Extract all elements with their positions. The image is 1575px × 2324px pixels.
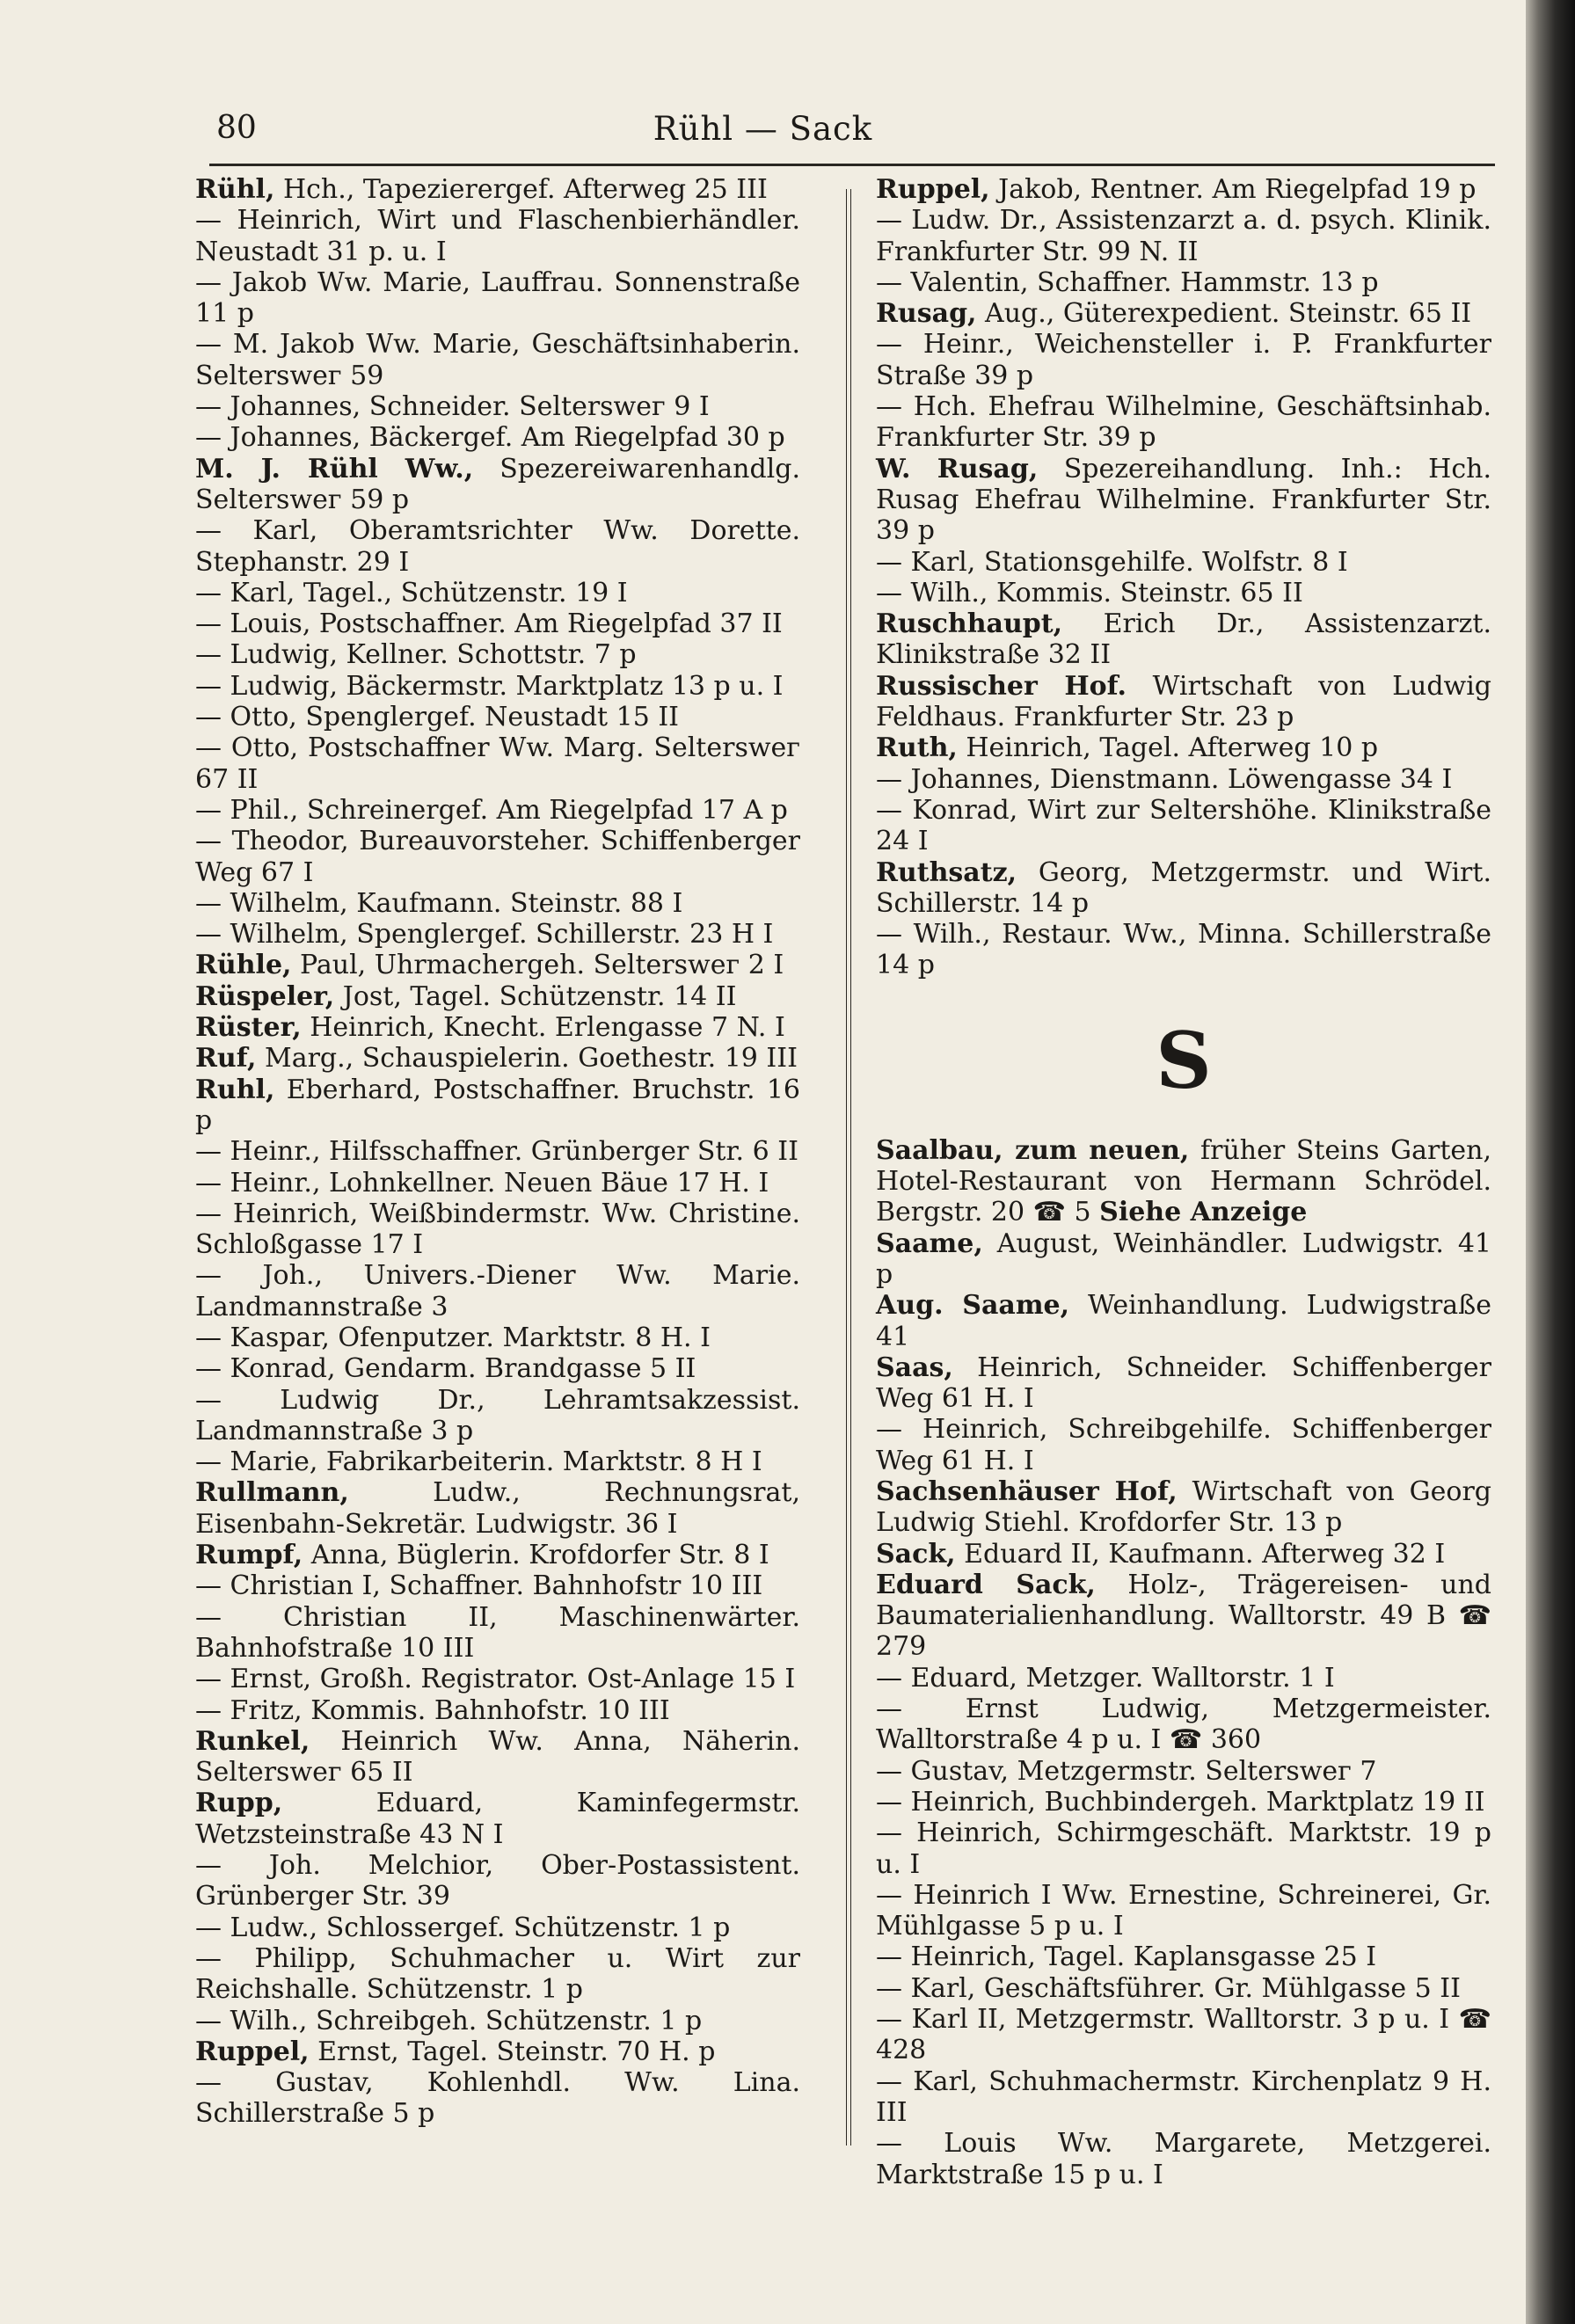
directory-entry: — Jakob Ww. Marie, Lauffrau. Sonnenstraße 11 p <box>195 266 800 330</box>
directory-entry: Ruth, Heinrich, Tagel. Afterweg 10 p <box>876 732 1379 764</box>
right-column <box>876 174 1491 2190</box>
directory-entry: — Eduard, Metzger. Walltorstr. 1 I <box>876 1662 1335 1694</box>
directory-entry: — Heinrich, Tagel. Kaplansgasse 25 I <box>876 1942 1377 1973</box>
directory-entry: Sachsenhäuser Hof, Wirtschaft von Georg Ludwig Stiehl. Krofdorfer Str. 13 p <box>876 1475 1491 1539</box>
directory-entry: Rullmann, Ludw., Rechnungsrat, Eisenbahn-Sekretär. Ludwigstr. 36 I <box>195 1477 800 1540</box>
directory-entry: — Heinr., Lohnkellner. Neuen Bäue 17 H. I <box>195 1167 769 1198</box>
directory-entry: Saas, Heinrich, Schneider. Schiffenberger Weg 61 H. I <box>876 1351 1491 1415</box>
header-rule <box>209 164 1495 166</box>
directory-entry: Rüspeler, Jost, Tagel. Schützenstr. 14 II <box>195 980 737 1012</box>
directory-entry: — Heinrich, Weißbindermstr. Ww. Christine. Schloßgasse 17 I <box>195 1198 800 1261</box>
directory-entry: — Wilh., Schreibgeh. Schützenstr. 1 p <box>195 2005 703 2036</box>
directory-entry: — Johannes, Schneider. Selterswег 9 I <box>195 391 710 423</box>
page-edge-shadow <box>1526 0 1575 2324</box>
directory-entry: — Karl II, Metzgermstr. Walltorstr. 3 p u. I ☎ 428 <box>876 2004 1491 2066</box>
directory-entry: — Wilhelm, Kaufmann. Steinstr. 88 I <box>195 887 683 919</box>
running-title: Rühl — Sack <box>653 110 873 148</box>
directory-entry: — Karl, Stationsgehilfe. Wolfstr. 8 I <box>876 546 1348 578</box>
directory-entry: Runkel, Heinrich Ww. Anna, Näherin. Selterswег 65 II <box>195 1725 800 1789</box>
directory-entry: — M. Jakob Ww. Marie, Geschäftsinhaberin. Selterswег 59 <box>195 329 800 391</box>
directory-entry: — Johannes, Dienstmann. Löwengasse 34 I <box>876 763 1453 795</box>
directory-entry: — Ernst, Großh. Registrator. Ost-Anlage 15 I <box>195 1664 796 1695</box>
directory-entry: — Heinrich, Schreibgehilfe. Schiffenberger Weg 61 H. I <box>876 1414 1491 1476</box>
directory-entry: Ruhl, Eberhard, Postschaffner. Bruchstr. 16 p <box>195 1074 800 1136</box>
directory-entry: — Ernst Ludwig, Metzgermeister. Walltorstraße 4 p u. I ☎ 360 <box>876 1694 1491 1756</box>
column-divider <box>846 189 851 2146</box>
directory-entry: — Joh. Melchior, Ober-Postassistent. Grünberger Str. 39 <box>195 1850 800 1912</box>
directory-entry: Rüster, Heinrich, Knecht. Erlengasse 7 N. I <box>195 1012 785 1044</box>
directory-entry: — Heinrich I Ww. Ernestine, Schreinerei, Gr. Mühlgasse 5 p u. I <box>876 1879 1491 1942</box>
directory-entry: Ruthsatz, Georg, Metzgermstr. und Wirt. Schillerstr. 14 p <box>876 856 1491 919</box>
directory-entry: — Konrad, Wirt zur Seltershöhe. Klinikstraße 24 I <box>876 794 1491 857</box>
directory-entry: Russischer Hof. Wirtschaft von Ludwig Feldhaus. Frankfurter Str. 23 p <box>876 670 1491 733</box>
directory-entry: — Ludwig, Kellner. Schottstr. 7 p <box>195 639 637 671</box>
directory-entry: — Heinrich, Buchbindergeh. Marktplatz 19 II <box>876 1786 1485 1818</box>
page-header <box>0 110 1526 154</box>
directory-entry: — Wilh., Restaur. Ww., Minna. Schillerstraße 14 p <box>876 919 1491 981</box>
directory-entry: Ruppel, Jakob, Rentner. Am Riegelpfad 19 p <box>876 174 1477 205</box>
directory-entry: — Theodor, Bureauvorsteher. Schiffenberger Weg 67 I <box>195 826 800 888</box>
directory-entry: — Johannes, Bäckergef. Am Riegelpfad 30 p <box>195 422 785 454</box>
directory-entry: Rupp, Eduard, Kaminfegermstr. Wetzsteinstraße 43 N I <box>195 1788 800 1850</box>
directory-entry: Saame, August, Weinhändler. Ludwigstr. 41 p <box>876 1228 1491 1290</box>
directory-entry: Aug. Saame, Weinhandlung. Ludwigstraße 41 <box>876 1290 1491 1352</box>
directory-entry: — Karl, Schuhmachermstr. Kirchenplatz 9 H. III <box>876 2065 1491 2128</box>
directory-entry: — Gustav, Kohlenhdl. Ww. Lina. Schillerstraße 5 p <box>195 2067 800 2130</box>
page-number: 80 <box>216 110 257 146</box>
directory-entry: — Fritz, Kommis. Bahnhofstr. 10 III <box>195 1694 670 1726</box>
directory-entry: — Karl, Tagel., Schützenstr. 19 I <box>195 577 628 608</box>
directory-entry: Ruf, Marg., Schauspielerin. Goethestr. 19 III <box>195 1043 798 1075</box>
directory-entry: — Christian II, Maschinenwärter. Bahnhofstraße 10 III <box>195 1601 800 1664</box>
directory-entry: — Heinr., Hilfsschaffner. Grünberger Str. 6 II <box>195 1136 798 1168</box>
left-column <box>195 174 800 2130</box>
directory-entry: — Gustav, Metzgermstr. Selterswег 7 <box>876 1755 1377 1787</box>
directory-entry: Sack, Eduard II, Kaufmann. Afterweg 32 I <box>876 1538 1446 1570</box>
directory-entry: — Marie, Fabrikarbeiterin. Marktstr. 8 H I <box>195 1446 762 1478</box>
right-column-s-entries <box>876 1135 1491 2190</box>
directory-entry: — Ludwig, Bäckermstr. Marktplatz 13 p u. I <box>195 670 784 702</box>
directory-entry: — Wilh., Kommis. Steinstr. 65 II <box>876 577 1303 608</box>
directory-entry: — Otto, Spenglergef. Neustadt 15 II <box>195 702 680 733</box>
directory-entry: — Karl, Geschäftsführer. Gr. Mühlgasse 5 II <box>876 1972 1462 2004</box>
directory-entry: Rusag, Aug., Güterexpedient. Steinstr. 65 II <box>876 298 1472 330</box>
directory-entry: — Karl, Oberamtsrichter Ww. Dorette. Stephanstr. 29 I <box>195 515 800 578</box>
directory-entry: — Ludwig Dr., Lehramtsakzessist. Landmannstraße 3 p <box>195 1384 800 1446</box>
directory-entry: Rühl, Hch., Tapezierergef. Afterweg 25 III <box>195 174 768 205</box>
directory-entry: Ruschhaupt, Erich Dr., Assistenzarzt. Klinikstraße 32 II <box>876 608 1491 671</box>
section-letter: S <box>1156 1014 1212 1106</box>
directory-entry: — Valentin, Schaffner. Hammstr. 13 p <box>876 266 1379 298</box>
directory-entry: — Philipp, Schuhmacher u. Wirt zur Reichshalle. Schützenstr. 1 p <box>195 1942 800 2006</box>
directory-entry: — Ludw., Schlossergef. Schützenstr. 1 p <box>195 1912 731 1943</box>
directory-entry: Rühle, Paul, Uhrmachergeh. Selterswег 2 I <box>195 950 784 981</box>
directory-entry: — Heinr., Weichensteller i. P. Frankfurter Straße 39 p <box>876 329 1491 391</box>
directory-entry: — Wilhelm, Spenglergef. Schillerstr. 23 H I <box>195 919 774 951</box>
directory-entry: Saalbau, zum neuen, früher Steins Garten, Hotel-Restaurant von Hermann Schrödel. Bergstr. 20 ☎ 5 Siehe Anzeige <box>876 1134 1491 1228</box>
directory-entry: — Joh., Univers.-Diener Ww. Marie. Landmannstraße 3 <box>195 1260 800 1322</box>
directory-entry: Ruppel, Ernst, Tagel. Steinstr. 70 H. p <box>195 2036 716 2067</box>
directory-entry: Eduard Sack, Holz-, Trägereisen- und Baumaterialienhandlung. Walltorstr. 49 B ☎ 279 <box>876 1569 1492 1663</box>
directory-entry: — Hch. Ehefrau Wilhelmine, Geschäftsinhab. Frankfurter Str. 39 p <box>876 391 1491 454</box>
directory-entry: — Phil., Schreinergef. Am Riegelpfad 17 A p <box>195 794 788 826</box>
directory-entry: — Louis, Postschaffner. Am Riegelpfad 37 II <box>195 608 783 640</box>
directory-entry: — Christian I, Schaffner. Bahnhofstr 10 III <box>195 1570 763 1602</box>
directory-entry: — Ludw. Dr., Assistenzarzt a. d. psych. Klinik. Frankfurter Str. 99 N. II <box>876 205 1491 267</box>
directory-entry: W. Rusag, Spezereihandlung. Inh.: Hch. Rusag Ehefrau Wilhelmine. Frankfurter Str. 39 p <box>876 453 1491 547</box>
directory-entry: Rumpf, Anna, Büglerin. Krofdorfer Str. 8 I <box>195 1540 769 1571</box>
directory-entry: — Otto, Postschaffner Ww. Marg. Selterswег 67 II <box>195 732 800 795</box>
directory-entry: — Heinrich, Wirt und Flaschenbierhändler. Neustadt 31 p. u. I <box>195 205 800 267</box>
directory-entry: — Heinrich, Schirmgeschäft. Marktstr. 19 p u. I <box>876 1818 1491 1880</box>
right-column-r-entries <box>876 174 1491 981</box>
directory-entry: M. J. Rühl Ww., Spezereiwarenhandlg. Selterswег 59 p <box>195 453 801 515</box>
directory-entry: — Konrad, Gendarm. Brandgasse 5 II <box>195 1353 696 1385</box>
directory-entry: — Kaspar, Ofenputzer. Marktstr. 8 H. I <box>195 1322 711 1353</box>
directory-entry: — Louis Ww. Margarete, Metzgerei. Marktstraße 15 p u. I <box>876 2128 1491 2190</box>
